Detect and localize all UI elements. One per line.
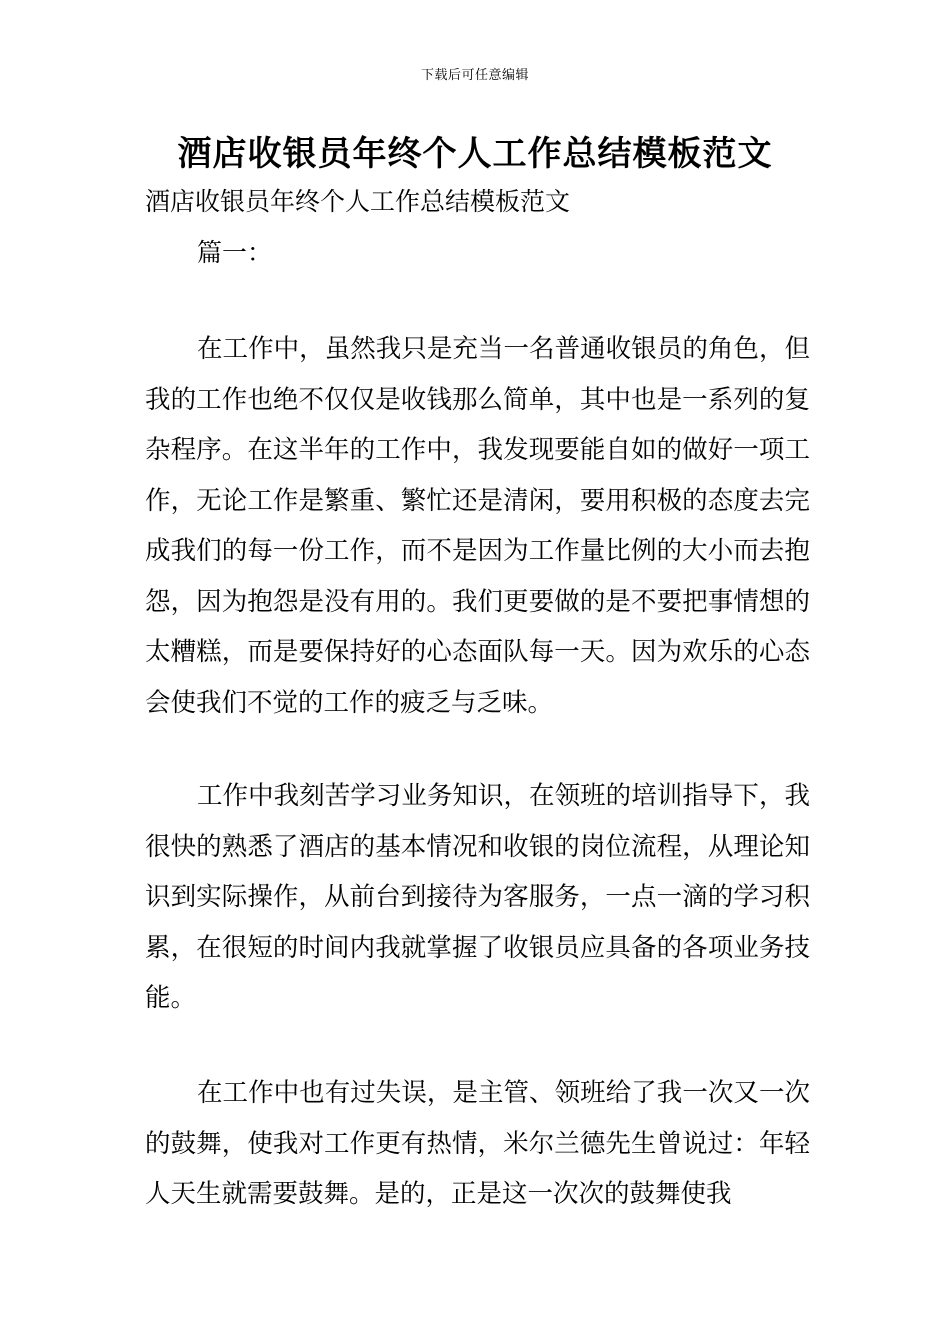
document-title: 酒店收银员年终个人工作总结模板范文 (177, 134, 773, 174)
paragraph: 工作中我刻苦学习业务知识，在领班的培训指导下，我很快的熟悉了酒店的基本情况和收银的岗位流程，从理论知识到实际操作，从前台到接待为客服务，一点一滴的学习积累，在很短的时间内我就掌握了收银员应具备的各项业务技能。 (145, 781, 810, 1013)
section-label: 篇一： (197, 238, 273, 267)
header-note: 下载后可任意编辑 (420, 68, 529, 83)
paragraph: 在工作中，虽然我只是充当一名普通收银员的角色，但我的工作也绝不仅仅是收钱那么简单，其中也是一系列的复杂程序。在这半年的工作中，我发现要能自如的做好一项工作，无论工作是繁重、繁忙还是清闲，要用积极的态度去完成我们的每一份工作，而不是因为工作量比例的大小而去抱怨，因为抱怨是没有用的。我们更要做的是不要把事情想的太糟糕，而是要保持好的心态面队每一天。因为欢乐的心态会使我们不觉的工作的疲乏与乏味。 (145, 334, 810, 718)
paragraph: 在工作中也有过失误，是主管、领班给了我一次又一次的鼓舞，使我对工作更有热情，米尔兰德先生曾说过：年轻人天生就需要鼓舞。是的，正是这一次次的鼓舞使我 (145, 1078, 810, 1209)
document-subtitle: 酒店收银员年终个人工作总结模板范文 (145, 187, 571, 216)
